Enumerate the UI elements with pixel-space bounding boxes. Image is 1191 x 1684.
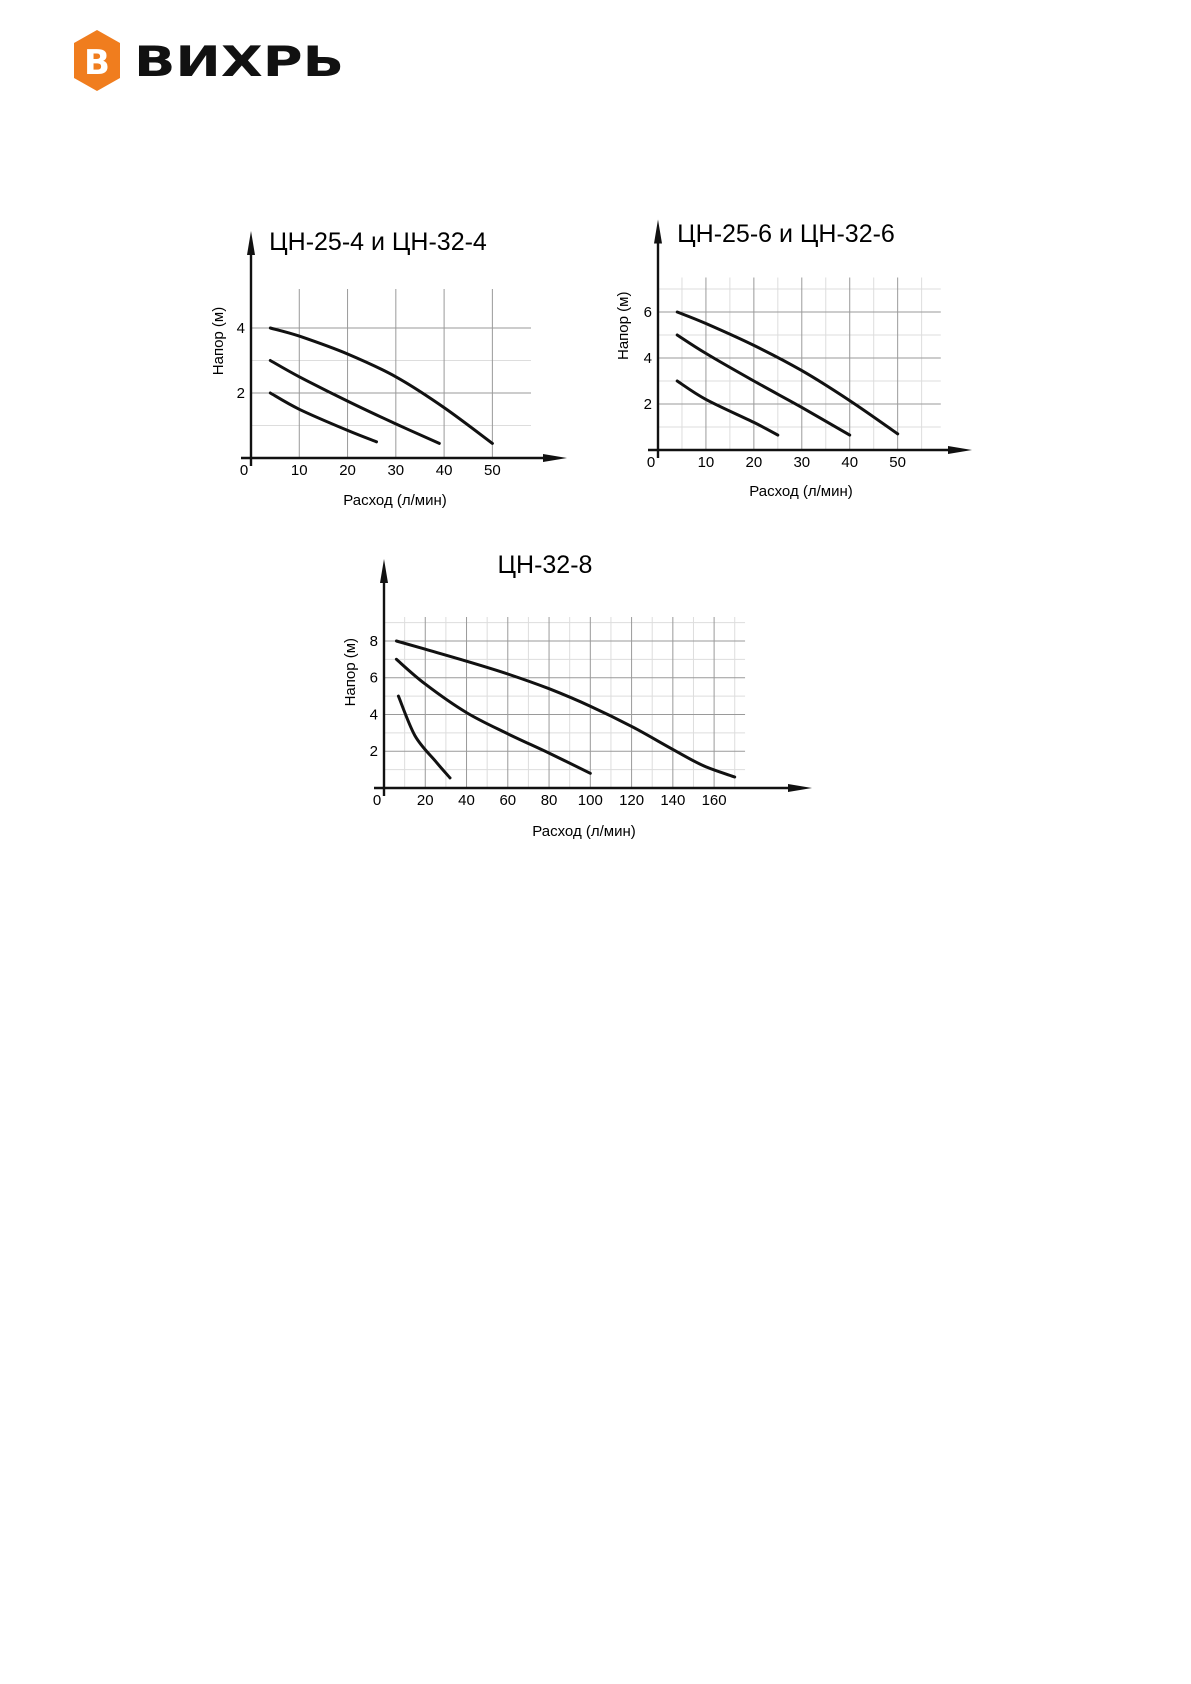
y-axis-arrow [380, 559, 388, 583]
x-axis-label: Расход (л/мин) [343, 492, 447, 509]
x-tick-label-8: 160 [701, 792, 727, 809]
x-tick-label-5: 100 [577, 792, 603, 809]
y-tick-label-2: 6 [369, 669, 378, 687]
y-axis-label: Напор (м) [342, 637, 359, 707]
y-tick-label-3: 8 [369, 632, 378, 650]
x-tick-label-3: 60 [499, 792, 517, 809]
x-tick-label-3: 30 [793, 454, 811, 471]
x-tick-label-0: 0 [372, 792, 382, 809]
y-tick-label-2: 6 [643, 304, 652, 321]
x-tick-label-2: 20 [339, 462, 356, 479]
x-tick-label-1: 10 [697, 454, 715, 471]
chart-cn-25-6-cn-32-6 [615, 220, 1020, 553]
x-tick-label-0: 0 [239, 462, 249, 479]
chart-title: ЦН-32-8 [497, 551, 593, 579]
x-tick-label-1: 20 [416, 792, 434, 809]
x-axis-arrow [948, 446, 972, 454]
y-tick-label-1: 4 [369, 706, 378, 724]
x-axis-arrow [788, 784, 812, 792]
series-line-2 [270, 361, 439, 444]
x-axis-label: Расход (л/мин) [749, 483, 853, 500]
series-line-1 [396, 641, 734, 777]
y-axis-label: Напор (м) [210, 306, 227, 376]
x-axis-label: Расход (л/мин) [532, 823, 636, 840]
vikhr-logo [72, 28, 352, 94]
chart-cn-32-8 [342, 551, 850, 915]
x-tick-label-6: 120 [619, 792, 645, 809]
x-tick-label-0: 0 [646, 454, 656, 471]
x-tick-label-2: 40 [458, 792, 475, 809]
y-tick-label-0: 2 [643, 396, 652, 413]
y-tick-label-1: 4 [643, 350, 652, 367]
logo-badge-letter: В [84, 43, 110, 83]
y-axis-arrow [654, 220, 662, 244]
x-tick-label-2: 20 [745, 454, 763, 471]
x-tick-label-7: 140 [660, 792, 686, 809]
x-tick-label-4: 40 [841, 454, 859, 471]
logo-wordmark: ВИХРЬ [134, 37, 344, 86]
y-tick-label-1: 4 [236, 320, 245, 337]
x-tick-label-5: 50 [484, 462, 501, 479]
x-axis-arrow [543, 454, 567, 462]
chart-title: ЦН-25-6 и ЦН-32-6 [677, 220, 895, 248]
x-tick-label-3: 30 [387, 462, 405, 479]
series-line-3 [398, 696, 450, 778]
x-tick-label-5: 50 [889, 454, 906, 471]
chart-cn-25-4-cn-32-4 [210, 228, 580, 560]
x-tick-label-4: 80 [540, 792, 558, 809]
y-axis-label: Напор (м) [615, 291, 632, 361]
chart-title: ЦН-25-4 и ЦН-32-4 [269, 228, 487, 256]
y-axis-arrow [247, 231, 255, 255]
y-tick-label-0: 2 [236, 385, 245, 402]
series-line-3 [270, 393, 376, 442]
series-line-1 [270, 328, 492, 443]
x-tick-label-1: 10 [290, 462, 308, 479]
y-tick-label-0: 2 [369, 743, 378, 761]
x-tick-label-4: 40 [435, 462, 453, 479]
series-line-1 [677, 312, 898, 434]
